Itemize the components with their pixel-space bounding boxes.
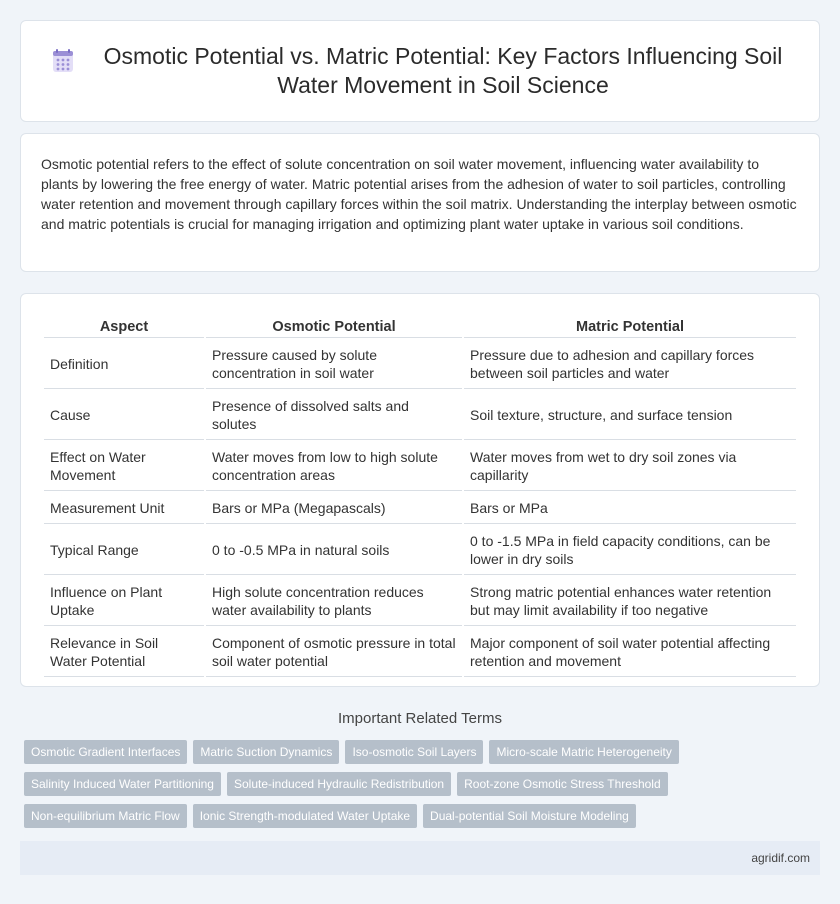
- related-terms-title: Important Related Terms: [338, 710, 502, 727]
- related-terms-tags: [20, 740, 710, 828]
- cell-aspect: Relevance in Soil Water Potential: [44, 628, 204, 677]
- cell-osmotic: Water moves from low to high solute concentration areas: [206, 442, 462, 491]
- comparison-table: [42, 314, 798, 679]
- header-osmotic: Osmotic Potential: [206, 316, 462, 338]
- related-term-tag[interactable]: Ionic Strength-modulated Water Uptake: [193, 804, 417, 828]
- cell-matric: Strong matric potential enhances water retention but may limit availability if too negative: [464, 577, 796, 626]
- table-row: [44, 391, 796, 440]
- table-header-row: [44, 316, 796, 338]
- cell-osmotic: Presence of dissolved salts and solutes: [206, 391, 462, 440]
- related-term-tag[interactable]: Salinity Induced Water Partitioning: [24, 772, 221, 796]
- table-row: [44, 577, 796, 626]
- header-card: [20, 20, 820, 122]
- cell-matric: Soil texture, structure, and surface tension: [464, 391, 796, 440]
- cell-osmotic: Bars or MPa (Megapascals): [206, 493, 462, 524]
- related-term-tag[interactable]: Solute-induced Hydraulic Redistribution: [227, 772, 451, 796]
- table-row: [44, 340, 796, 389]
- table-row: [44, 442, 796, 491]
- table-row: [44, 526, 796, 575]
- table-row: [44, 628, 796, 677]
- related-term-tag[interactable]: Dual-potential Soil Moisture Modeling: [423, 804, 636, 828]
- header-matric: Matric Potential: [464, 316, 796, 338]
- related-term-tag[interactable]: Root-zone Osmotic Stress Threshold: [457, 772, 668, 796]
- cell-aspect: Typical Range: [44, 526, 204, 575]
- cell-aspect: Measurement Unit: [44, 493, 204, 524]
- document-grid-icon: [51, 48, 75, 74]
- cell-osmotic: 0 to -0.5 MPa in natural soils: [206, 526, 462, 575]
- cell-matric: Major component of soil water potential affecting retention and movement: [464, 628, 796, 677]
- related-term-tag[interactable]: Non-equilibrium Matric Flow: [24, 804, 187, 828]
- related-term-tag[interactable]: Iso-osmotic Soil Layers: [345, 740, 483, 764]
- cell-aspect: Effect on Water Movement: [44, 442, 204, 491]
- related-term-tag[interactable]: Matric Suction Dynamics: [193, 740, 339, 764]
- cell-osmotic: Component of osmotic pressure in total soil water potential: [206, 628, 462, 677]
- intro-card: [20, 133, 820, 272]
- cell-matric: Water moves from wet to dry soil zones via capillarity: [464, 442, 796, 491]
- cell-matric: 0 to -1.5 MPa in field capacity conditions, can be lower in dry soils: [464, 526, 796, 575]
- cell-aspect: Influence on Plant Uptake: [44, 577, 204, 626]
- table-row: [44, 493, 796, 524]
- cell-matric: Bars or MPa: [464, 493, 796, 524]
- cell-aspect: Definition: [44, 340, 204, 389]
- cell-osmotic: Pressure caused by solute concentration in soil water: [206, 340, 462, 389]
- related-term-tag[interactable]: Micro-scale Matric Heterogeneity: [489, 740, 678, 764]
- cell-matric: Pressure due to adhesion and capillary forces between soil particles and water: [464, 340, 796, 389]
- related-terms-section: [20, 710, 820, 828]
- cell-osmotic: High solute concentration reduces water availability to plants: [206, 577, 462, 626]
- footer: [20, 841, 820, 875]
- footer-site-link[interactable]: agridif.com: [751, 851, 810, 865]
- page-title: Osmotic Potential vs. Matric Potential: Key Factors Influencing Soil Water Movement in Soil Science: [103, 43, 783, 98]
- header-inner: [51, 42, 789, 100]
- cell-aspect: Cause: [44, 391, 204, 440]
- related-term-tag[interactable]: Osmotic Gradient Interfaces: [24, 740, 187, 764]
- comparison-table-card: [20, 293, 820, 687]
- header-aspect: Aspect: [44, 316, 204, 338]
- intro-paragraph: Osmotic potential refers to the effect of solute concentration on soil water movement, influencing water availability to plants by lowering the free energy of water. Matric potential arises from the adhesion of water to soil particles, controlling water retention and movement through capillary forces within the soil matrix. Understanding the interplay between osmotic and matric potentials is crucial for managing irrigation and optimizing plant water uptake in various soil conditions.: [41, 156, 797, 232]
